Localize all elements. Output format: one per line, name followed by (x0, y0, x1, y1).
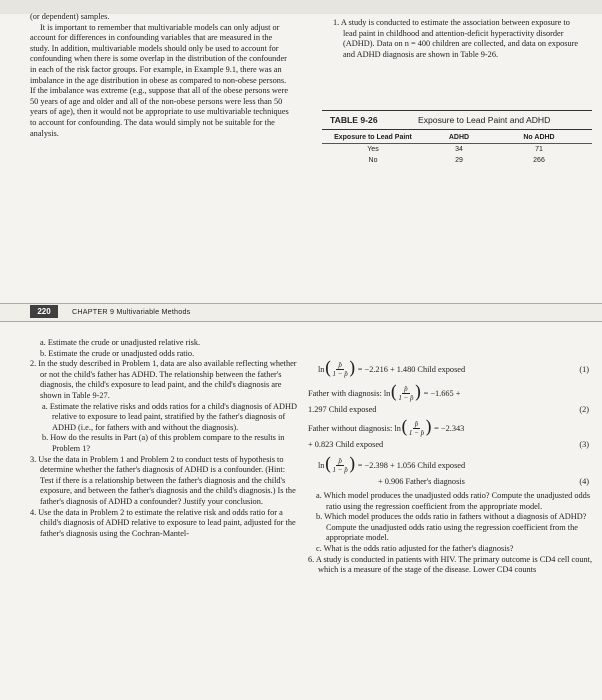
equation-3-continued: + 0.823 Child exposed (3) (308, 440, 589, 449)
bottom-right-column (308, 360, 593, 576)
confounding-paragraph: It is important to remember that multivariable models can only adjust or account for differences in confounding variables that are measured in the study. In addition, multivariable models should only be used to account for confounding when there is some overlap in the distribution of the confounder in each of the risk factor groups. For example, in Example 9.1, there was an imbalance in the age distribution in obese as compared to non-obese persons. If the imbalance was extreme (e.g., suppose that all of the obese persons were 50 years of age and older and all of the non-obese persons were less than 50 years of age), then it would not be appropriate to use multivariable techniques to account for confounding. The data would simply not be suitable for the analysis. (30, 22, 289, 138)
problem-1 (333, 18, 583, 60)
problem-2: 2. In the study described in Problem 1, data are also available reflecting whether or not the child's father has ADHD. The relationship between the father's diagnosis, the child's exposure to lead paint, and the child's diagnosis are shown in Table 9-27. (30, 359, 297, 400)
equation-2-number: (2) (579, 405, 589, 414)
odds-fraction: $\frac{p̂}{1 - p̂}$ (332, 360, 348, 378)
table-cell: No (368, 157, 378, 164)
table-header: ADHD (448, 134, 470, 141)
table-cell: 71 (535, 146, 543, 153)
equation-4-number: (4) (579, 477, 589, 486)
problem-5-parts (308, 491, 593, 555)
chapter-title: CHAPTER 9 Multivariable Methods (72, 307, 191, 316)
continued-line: (or dependent) samples. (30, 12, 110, 21)
problem-5-part-b: b. Which model produces the odds ratio in fathers without a diagnosis of ADHD? Compute the unadjusted odds ratio using the regression coefficient from the appropriate model. (316, 512, 587, 543)
q1-part-b: b. Estimate the crude or unadjusted odds ratio. (40, 348, 195, 358)
equation-2: Father with diagnosis: ln ( $\frac{p̂}{1 - p̂}$ ) = −1.665 + (308, 382, 461, 403)
problem-5-part-c: c. What is the odds ratio adjusted for the father's diagnosis? (316, 543, 514, 553)
table-cell: Yes (367, 146, 379, 153)
problem-6: 6. A study is conducted in patients with HIV. The primary outcome is CD4 cell count, which is a measure of the stage of the disease. Lower CD4 counts (308, 554, 593, 575)
table-label: TABLE 9-26 (330, 115, 378, 125)
bottom-left-column (22, 338, 298, 539)
table-row (322, 144, 592, 155)
problem-1-number: 1. (333, 18, 340, 27)
table-title (322, 110, 592, 130)
equation-4: ln ( $\frac{p̂}{1 - p̂}$ ) = −2.398 + 1.056 Child exposed (318, 454, 466, 475)
problem-2-part-a: a. Estimate the relative risks and odds ratios for a child's diagnosis of ADHD relative to exposure to lead paint, stratified by the father's diagnosis of ADHD (i.e., for fathers with and without the diagnosis). (42, 401, 297, 432)
table-row (322, 155, 592, 166)
table-cell: 34 (455, 146, 463, 153)
table-cell: 29 (455, 157, 463, 164)
problem-1-text: A study is conducted to estimate the association between exposure to lead paint in childhood and attention-deficit hyperactivity disorder (ADHD). Data on n = 400 children are collected, and data on exposure and ADHD diagnosis are shown in Table 9-26. (340, 18, 579, 59)
problem-5-part-a: a. Which model produces the unadjusted odds ratio? Compute the unadjusted odds ratio using the regression coefficient from the appropriate model. (316, 491, 591, 511)
equation-2-continued: 1.297 Child exposed (2) (308, 405, 589, 414)
table-header-row (322, 132, 592, 144)
problem-4: 4. Use the data in Problem 2 to estimate the relative risk and odds ratio for a child's diagnosis of ADHD relative to exposure to lead paint, adjusted for the father's diagnosis using the Cochran-Mantel- (30, 507, 296, 538)
equation-3-number: (3) (579, 440, 589, 449)
table-header: Exposure to Lead Paint (334, 134, 412, 141)
top-left-column (30, 12, 292, 139)
table-subtitle: Exposure to Lead Paint and ADHD (417, 115, 551, 125)
page-number: 220 (30, 305, 58, 318)
table-9-26 (322, 110, 592, 166)
problem-2-part-b: b. How do the results in Part (a) of this problem compare to the results in Problem 1? (42, 433, 285, 453)
table-header: No ADHD (523, 134, 555, 141)
q1-part-a: a. Estimate the crude or unadjusted relative risk. (40, 338, 201, 347)
equation-3: Father without diagnosis: ln ( $\frac{p̂}{1 - p̂}$ ) = −2.343 (308, 417, 465, 438)
problem-3: 3. Use the data in Problem 1 and Problem 2 to conduct tests of hypothesis to determine whether the father's diagnosis of ADHD is a confounder. (Hint: Test if there is a relationship between the father's diagnosis and the child's exposure, and between the father's diagnosis and the child's diagnosis.) Is the father's diagnosis of ADHD a confounder? Justify your conclusion. (30, 454, 296, 506)
table-cell: 266 (533, 157, 545, 164)
equation-4-continued: + 0.906 Father's diagnosis (4) (378, 477, 589, 486)
ln-symbol: ln (318, 364, 325, 374)
equation-1-number: (1) (579, 364, 589, 374)
equation-1: ln ( $\frac{p̂}{1 - p̂}$ ) = −2.216 + 1.480 Child exposed (1) (318, 358, 589, 379)
